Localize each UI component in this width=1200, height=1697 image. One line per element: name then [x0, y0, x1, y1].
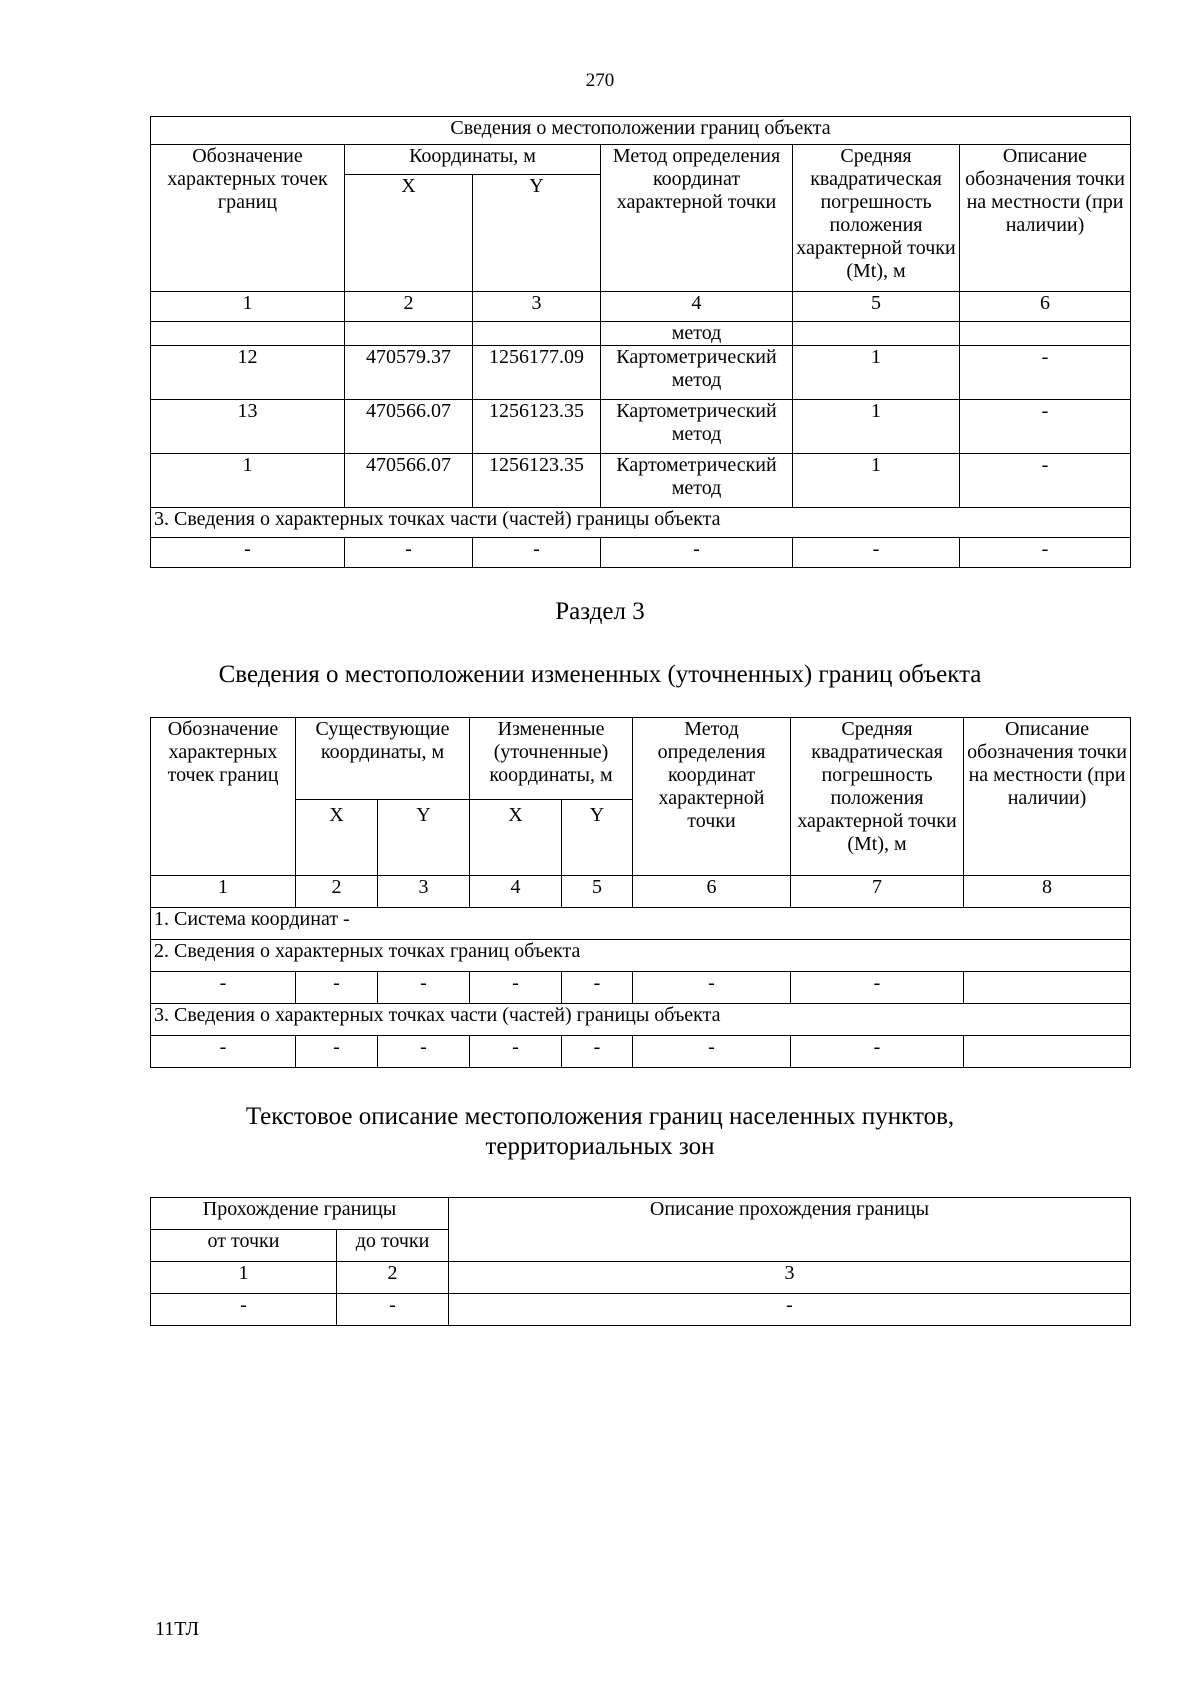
error-cell: 1	[793, 400, 960, 454]
header-y: Y	[562, 800, 633, 876]
header-x: X	[296, 800, 378, 876]
table-row	[151, 972, 1131, 1004]
header-error: Средняя квадратическая погрешность положения характерной точки (Mt), м	[791, 718, 964, 876]
header-point: Обозначение характерных точек границ	[151, 718, 296, 876]
header-passage: Прохождение границы	[151, 1198, 449, 1230]
page-number: 270	[585, 70, 615, 91]
col-number: 7	[791, 876, 964, 908]
section-heading: Раздел 3	[555, 598, 645, 625]
col-number: 8	[964, 876, 1131, 908]
desc-cell: -	[960, 454, 1131, 508]
col-number: 1	[151, 292, 345, 322]
dash-cell: -	[378, 972, 470, 1004]
point-cell: 12	[151, 346, 345, 400]
dash-cell: -	[345, 538, 473, 568]
dash-cell: -	[449, 1294, 1131, 1326]
dash-cell: -	[601, 538, 793, 568]
dash-cell: -	[378, 1036, 470, 1068]
table-row	[151, 454, 1131, 508]
header-to-point: до точки	[337, 1230, 449, 1262]
header-existing: Существующие координаты, м	[296, 718, 470, 800]
dash-cell: -	[473, 538, 601, 568]
header-method: Метод определения координат характерной точки	[601, 145, 793, 292]
header-y: Y	[378, 800, 470, 876]
dash-cell: -	[633, 972, 791, 1004]
desc-cell: -	[960, 346, 1131, 400]
dash-cell: -	[470, 972, 562, 1004]
dash-cell: -	[151, 538, 345, 568]
heading-line: территориальных зон	[485, 1133, 715, 1160]
method-cell: Картометрический метод	[601, 454, 793, 508]
table-row	[151, 1036, 1131, 1068]
method-cell: Картометрический метод	[601, 400, 793, 454]
dash-cell: -	[791, 972, 964, 1004]
col-number: 4	[601, 292, 793, 322]
table-row	[151, 538, 1131, 568]
part-title: 3. Сведения о характерных точках части (частей) границы объекта	[151, 1004, 1131, 1036]
table-row	[151, 346, 1131, 400]
header-error: Средняя квадратическая погрешность положения характерной точки (Mt), м	[793, 145, 960, 292]
desc-cell: -	[960, 400, 1131, 454]
y-cell: 1256123.35	[473, 454, 601, 508]
point-cell: 1	[151, 454, 345, 508]
empty-cell	[964, 972, 1131, 1004]
empty-cell	[964, 1036, 1131, 1068]
col-number: 6	[633, 876, 791, 908]
col-number: 3	[449, 1262, 1131, 1294]
dash-cell: -	[791, 1036, 964, 1068]
col-number: 3	[473, 292, 601, 322]
header-desc: Описание обозначения точки на местности (при наличии)	[964, 718, 1131, 876]
dash-cell: -	[793, 538, 960, 568]
error-cell: 1	[793, 454, 960, 508]
col-number: 1	[151, 876, 296, 908]
heading-line: Текстовое описание местоположения границ населенных пунктов,	[245, 1103, 955, 1130]
dash-cell: -	[151, 1036, 296, 1068]
text-description-heading	[0, 1102, 1200, 1162]
dash-cell: -	[960, 538, 1131, 568]
col-number: 2	[337, 1262, 449, 1294]
header-coords: Координаты, м	[345, 145, 601, 175]
dash-cell: -	[337, 1294, 449, 1326]
col-number: 5	[562, 876, 633, 908]
method-cell: Картометрический метод	[601, 346, 793, 400]
table-title: Сведения о местоположении границ объекта	[151, 117, 1131, 145]
col-number: 3	[378, 876, 470, 908]
dash-cell: -	[633, 1036, 791, 1068]
header-x: X	[470, 800, 562, 876]
dash-cell: -	[296, 1036, 378, 1068]
error-cell: 1	[793, 346, 960, 400]
col-number: 4	[470, 876, 562, 908]
part-title: 3. Сведения о характерных точках части (частей) границы объекта	[151, 508, 1131, 538]
boundary-passage-table	[150, 1197, 1131, 1326]
header-desc: Описание обозначения точки на местности (при наличии)	[960, 145, 1131, 292]
header-description: Описание прохождения границы	[449, 1198, 1131, 1262]
header-from-point: от точки	[151, 1230, 337, 1262]
x-cell: 470579.37	[345, 346, 473, 400]
points-title: 2. Сведения о характерных точках границ объекта	[151, 940, 1131, 972]
col-number: 6	[960, 292, 1131, 322]
col-number: 1	[151, 1262, 337, 1294]
table-row	[151, 1294, 1131, 1326]
col-number: 2	[296, 876, 378, 908]
footer-code: 11ТЛ	[155, 1618, 200, 1640]
changed-boundaries-table	[150, 717, 1131, 1068]
y-cell: 1256123.35	[473, 400, 601, 454]
point-cell: 13	[151, 400, 345, 454]
header-y: Y	[473, 175, 601, 292]
col-number: 2	[345, 292, 473, 322]
x-cell: 470566.07	[345, 400, 473, 454]
section-title: Сведения о местоположении измененных (уточненных) границ объекта	[218, 661, 982, 688]
dash-cell: -	[562, 1036, 633, 1068]
header-x: X	[345, 175, 473, 292]
dash-cell: -	[151, 972, 296, 1004]
dash-cell: -	[562, 972, 633, 1004]
dash-cell: -	[296, 972, 378, 1004]
header-changed: Измененные (уточненные) координаты, м	[470, 718, 633, 800]
dash-cell: -	[470, 1036, 562, 1068]
x-cell: 470566.07	[345, 454, 473, 508]
y-cell: 1256177.09	[473, 346, 601, 400]
col-number: 5	[793, 292, 960, 322]
continuation-cell: метод	[601, 322, 793, 346]
header-method: Метод определения координат характерной точки	[633, 718, 791, 876]
boundary-location-table	[150, 116, 1131, 568]
table-row	[151, 400, 1131, 454]
dash-cell: -	[151, 1294, 337, 1326]
coordinate-system: 1. Система координат -	[151, 908, 1131, 940]
header-point: Обозначение характерных точек границ	[151, 145, 345, 292]
